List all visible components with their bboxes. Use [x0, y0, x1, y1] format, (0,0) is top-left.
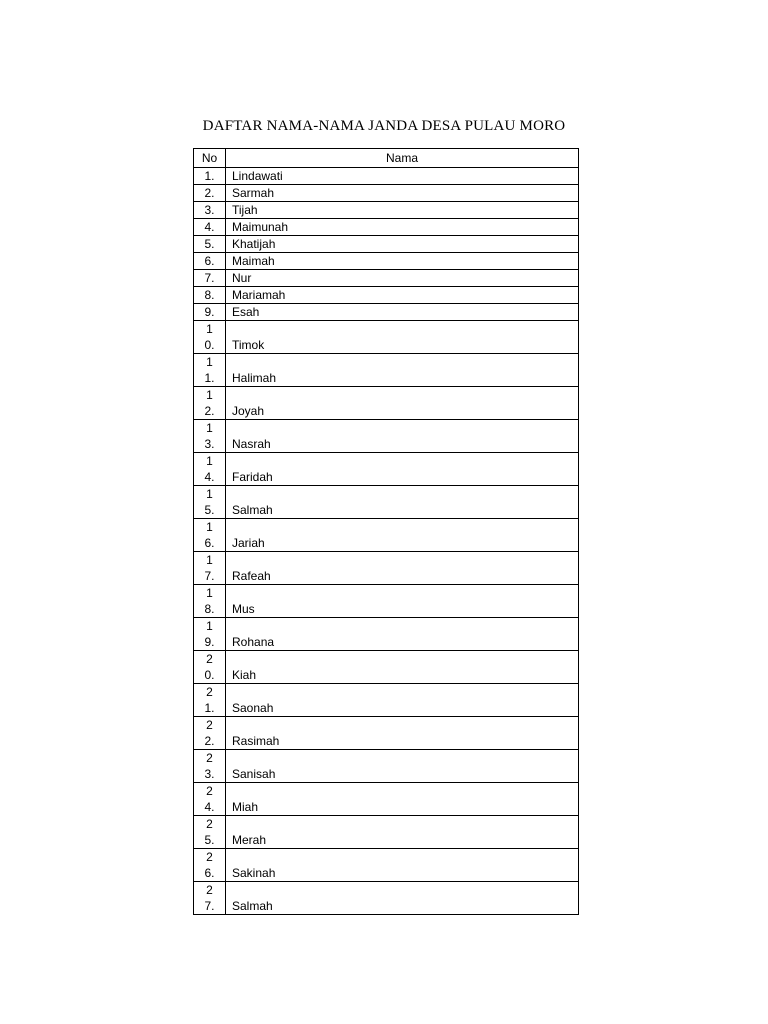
row-number: 4.	[194, 219, 226, 236]
row-name: Faridah	[226, 453, 579, 486]
row-name: Maimah	[226, 253, 579, 270]
row-number: 18.	[194, 585, 226, 618]
row-number: 19.	[194, 618, 226, 651]
table-row	[194, 585, 579, 618]
row-number: 16.	[194, 519, 226, 552]
table-row	[194, 185, 579, 202]
row-number: 12.	[194, 387, 226, 420]
row-name: Rohana	[226, 618, 579, 651]
table-row	[194, 783, 579, 816]
header-name: Nama	[226, 149, 579, 168]
row-name: Mariamah	[226, 287, 579, 304]
table-row	[194, 253, 579, 270]
table-row	[194, 618, 579, 651]
row-number: 10.	[194, 321, 226, 354]
row-number: 7.	[194, 270, 226, 287]
row-number: 1.	[194, 168, 226, 185]
table-row	[194, 387, 579, 420]
row-name: Saonah	[226, 684, 579, 717]
row-number: 24.	[194, 783, 226, 816]
row-name: Nur	[226, 270, 579, 287]
table-row	[194, 816, 579, 849]
row-name: Lindawati	[226, 168, 579, 185]
table-row	[194, 486, 579, 519]
table-row	[194, 519, 579, 552]
table-row	[194, 168, 579, 185]
table-row	[194, 321, 579, 354]
row-name: Sanisah	[226, 750, 579, 783]
table-row	[194, 849, 579, 882]
table-row	[194, 202, 579, 219]
row-number: 2.	[194, 185, 226, 202]
table-row	[194, 287, 579, 304]
row-number: 11.	[194, 354, 226, 387]
row-name: Salmah	[226, 882, 579, 915]
row-name: Sakinah	[226, 849, 579, 882]
row-number: 17.	[194, 552, 226, 585]
table-row	[194, 717, 579, 750]
row-number: 21.	[194, 684, 226, 717]
row-number: 8.	[194, 287, 226, 304]
table-header-row	[194, 149, 579, 168]
row-name: Rafeah	[226, 552, 579, 585]
table-row	[194, 420, 579, 453]
table-row	[194, 684, 579, 717]
row-number: 26.	[194, 849, 226, 882]
row-name: Esah	[226, 304, 579, 321]
table-row	[194, 236, 579, 253]
table-row	[194, 882, 579, 915]
row-number: 20.	[194, 651, 226, 684]
names-table	[193, 148, 579, 915]
row-name: Nasrah	[226, 420, 579, 453]
row-number: 14.	[194, 453, 226, 486]
row-name: Sarmah	[226, 185, 579, 202]
row-name: Kiah	[226, 651, 579, 684]
table-row	[194, 651, 579, 684]
header-no: No	[194, 149, 226, 168]
row-number: 6.	[194, 253, 226, 270]
row-name: Joyah	[226, 387, 579, 420]
row-name: Khatijah	[226, 236, 579, 253]
table-row	[194, 304, 579, 321]
row-name: Mus	[226, 585, 579, 618]
row-name: Jariah	[226, 519, 579, 552]
row-number: 13.	[194, 420, 226, 453]
row-name: Tijah	[226, 202, 579, 219]
document-title: DAFTAR NAMA-NAMA JANDA DESA PULAU MORO	[202, 118, 566, 134]
table-row	[194, 552, 579, 585]
row-name: Maimunah	[226, 219, 579, 236]
table-row	[194, 354, 579, 387]
row-name: Timok	[226, 321, 579, 354]
row-number: 9.	[194, 304, 226, 321]
row-number: 23.	[194, 750, 226, 783]
row-name: Salmah	[226, 486, 579, 519]
table-row	[194, 750, 579, 783]
row-number: 25.	[194, 816, 226, 849]
row-number: 3.	[194, 202, 226, 219]
row-name: Merah	[226, 816, 579, 849]
table-row	[194, 453, 579, 486]
row-number: 5.	[194, 236, 226, 253]
row-name: Rasimah	[226, 717, 579, 750]
row-number: 22.	[194, 717, 226, 750]
row-name: Halimah	[226, 354, 579, 387]
row-number: 15.	[194, 486, 226, 519]
table-row	[194, 219, 579, 236]
row-number: 27.	[194, 882, 226, 915]
row-name: Miah	[226, 783, 579, 816]
table-row	[194, 270, 579, 287]
